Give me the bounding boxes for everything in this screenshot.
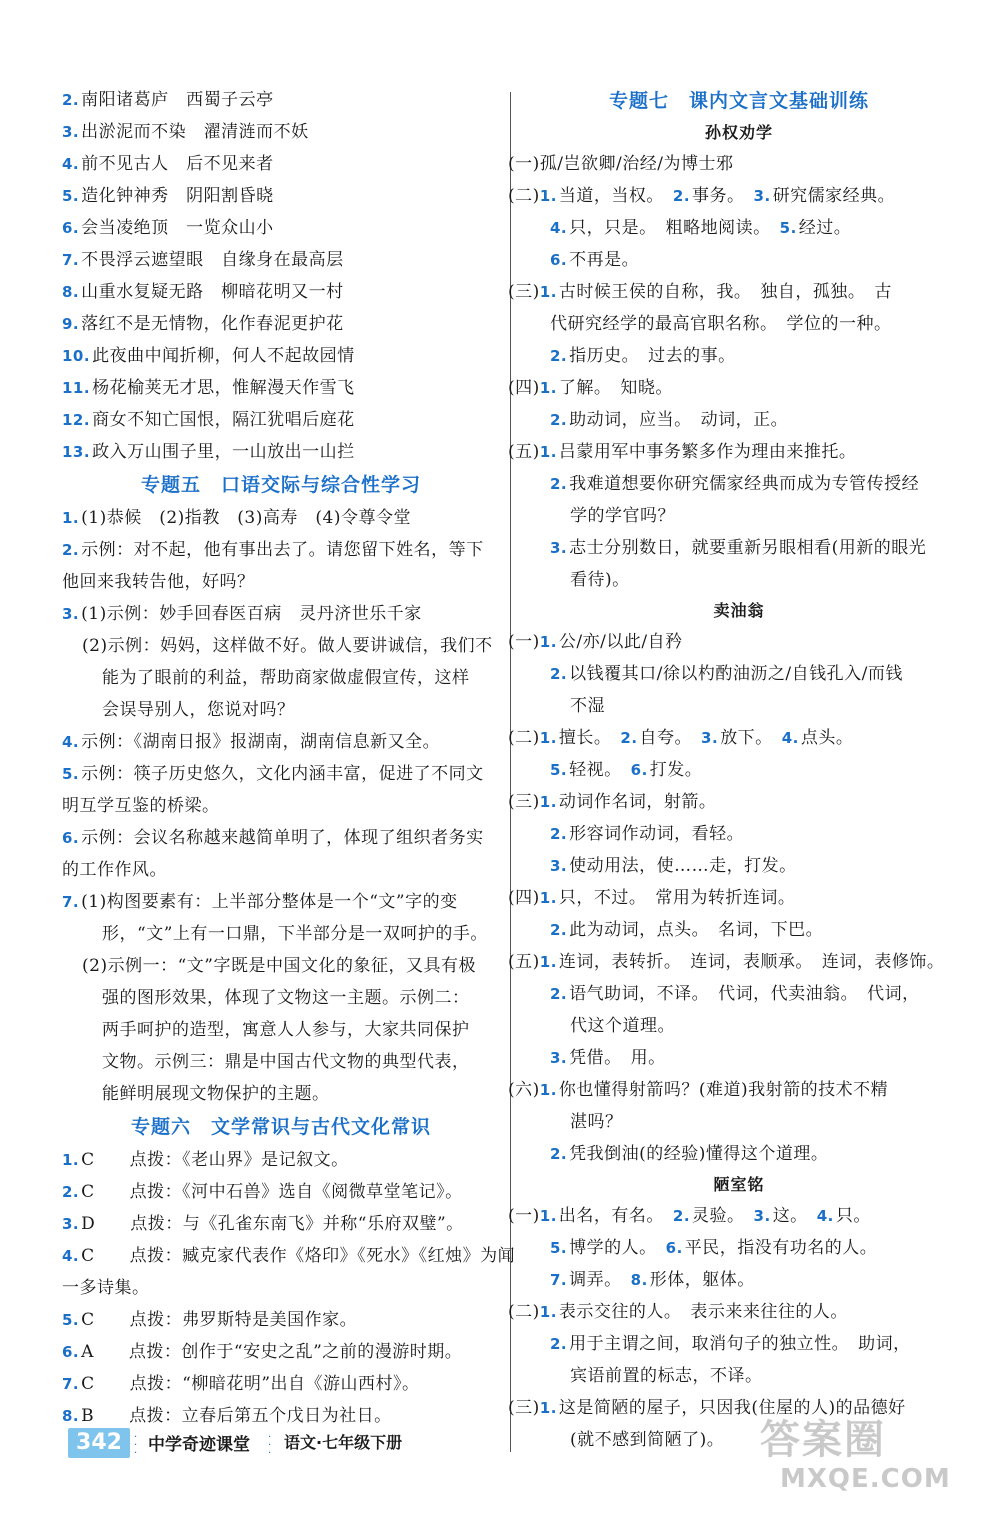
- item-number: 1.: [539, 793, 557, 811]
- item-text: 此为动词，点头。 名词，下巴。: [569, 920, 824, 940]
- item-text: 代研究经学的最高官职名称。 学位的一种。: [550, 314, 892, 334]
- footer-dots-icon: · · ·: [134, 1432, 138, 1459]
- item-text: C 点拨：《河中石兽》选自《阅微草堂笔记》。: [81, 1182, 463, 1202]
- item-number: 8.: [630, 1271, 648, 1289]
- item-text: 我难道想要你研究儒家经典而成为专管传授经: [569, 474, 920, 494]
- answer-line: [508, 882, 970, 914]
- answer-line: [508, 690, 970, 722]
- answer-item: [62, 404, 500, 436]
- item-text: (五): [508, 442, 540, 462]
- item-number: 4.: [62, 733, 80, 751]
- answer-line: [508, 978, 970, 1010]
- item-number: 12.: [62, 411, 91, 429]
- item-number: 1.: [539, 1399, 557, 1417]
- answer-item: [62, 84, 500, 116]
- item-text: 落红不是无情物，化作春泥更护花: [81, 314, 344, 334]
- answer-line: [508, 626, 970, 658]
- item-text: 文物。示例三：鼎是中国古代文物的典型代表，: [102, 1052, 470, 1072]
- page-number: 342: [68, 1428, 130, 1458]
- item-text: C 点拨：弗罗斯特是美国作家。: [81, 1310, 358, 1330]
- item-text: 用于主谓之间，取消句子的独立性。 助词，: [569, 1334, 911, 1354]
- item-text: (就不感到简陋了)。: [570, 1430, 725, 1450]
- answer-line: [508, 1200, 970, 1232]
- answer-item: [62, 180, 500, 212]
- item-number: 1.: [539, 1081, 557, 1099]
- item-number: 2.: [550, 1145, 568, 1163]
- answer-continuation: [62, 854, 500, 886]
- answer-item: [62, 598, 500, 630]
- answer-item: [62, 1208, 500, 1240]
- answer-item: [62, 1240, 516, 1272]
- answer-line: [508, 1010, 970, 1042]
- item-text: 古时候王侯的自称，我。 独自，孤独。 古: [558, 282, 892, 302]
- item-number: 4.: [62, 1247, 80, 1265]
- answer-line: [508, 1042, 970, 1074]
- item-number: 2.: [550, 411, 568, 429]
- section-title: 专题五 口语交际与综合性学习: [140, 474, 421, 496]
- answer-continuation: [62, 790, 500, 822]
- item-number: 3.: [550, 857, 568, 875]
- answer-continuation: [62, 566, 500, 598]
- item-number: 1.: [539, 1303, 557, 1321]
- item-text: 事务。: [692, 186, 754, 206]
- item-text: 以钱覆其口/徐以杓酌油沥之/自钱孔入/而钱: [569, 664, 903, 684]
- answer-line: [508, 1138, 970, 1170]
- item-number: 7.: [550, 1271, 568, 1289]
- item-text: (2)示例：妈妈，这样做不好。做人要讲诚信，我们不: [82, 636, 493, 656]
- item-text: 只，不过。 常用为转折连词。: [558, 888, 796, 908]
- item-text: D 点拨：与《孔雀东南飞》并称“乐府双璧”。: [81, 1214, 464, 1234]
- item-number: 1.: [539, 443, 557, 461]
- book-subject: 语文·七年级下册: [284, 1433, 403, 1452]
- item-number: 5.: [62, 187, 80, 205]
- item-number: 1.: [539, 283, 557, 301]
- item-text: 形，“文”上有一口鼎，下半部分是一双呵护的手。: [102, 924, 488, 944]
- answer-line: [508, 1296, 970, 1328]
- item-number: 2.: [550, 1335, 568, 1353]
- item-text: 示例：对不起，他有事出去了。请您留下姓名，等下: [81, 540, 484, 560]
- item-text: 他回来我转告他，好吗？: [62, 572, 255, 592]
- item-number: 5.: [550, 1239, 568, 1257]
- item-number: 3.: [62, 123, 80, 141]
- answer-line: [508, 1074, 970, 1106]
- item-text: 湛吗？: [570, 1112, 623, 1132]
- item-text: 连词，表转折。 连词，表顺承。 连词，表修饰。: [558, 952, 945, 972]
- item-text: 放下。: [720, 728, 782, 748]
- answer-line: [508, 1106, 970, 1138]
- section-title: 专题七 课内文言文基础训练: [608, 90, 869, 112]
- item-text: 自夸。: [639, 728, 702, 748]
- answer-continuation: [62, 1014, 500, 1046]
- item-text: 会误导别人，您说对吗？: [102, 700, 295, 720]
- answer-item: [62, 116, 500, 148]
- answer-continuation: [62, 662, 500, 694]
- item-number: 5.: [62, 765, 80, 783]
- item-number: 2.: [672, 1207, 691, 1225]
- item-text: B 点拨：立春后第五个戊日为社日。: [81, 1406, 392, 1426]
- item-text: (二): [508, 186, 540, 206]
- item-text: (1)恭候 (2)指教 (3)高寿 (4)令尊令堂: [81, 508, 411, 528]
- item-text: 造化钟神秀 阴阳割昏晓: [81, 186, 274, 206]
- answer-item: [62, 148, 500, 180]
- item-number: 1.: [539, 953, 557, 971]
- item-text: (二): [508, 728, 540, 748]
- item-text: 看待)。: [570, 570, 630, 590]
- lesson-title: 陋室铭: [713, 1175, 765, 1194]
- answer-line: [508, 532, 970, 564]
- item-number: 5.: [550, 761, 568, 779]
- answer-item: [62, 758, 500, 790]
- item-text: 南阳诸葛庐 西蜀子云亭: [81, 90, 274, 110]
- item-text: 形体，躯体。: [649, 1270, 755, 1290]
- answer-line: [508, 372, 970, 404]
- item-text: 学的学官吗？: [570, 506, 675, 526]
- item-text: 志士分别数日，就要重新另眼相看(用新的眼光: [569, 538, 927, 558]
- answer-line: [508, 468, 970, 500]
- answer-line: [508, 308, 970, 340]
- item-number: 2.: [672, 187, 691, 205]
- item-text: C 点拨：“柳暗花明”出自《游山西村》。: [81, 1374, 420, 1394]
- item-text: 语气助词，不译。 代词，代卖油翁。 代词，: [569, 984, 920, 1004]
- item-text: 此夜曲中闻折柳，何人不起故园情: [92, 346, 355, 366]
- answer-continuation: [62, 630, 500, 662]
- item-text: 公/亦/以此/自矜: [558, 632, 683, 652]
- answer-line: [508, 276, 970, 308]
- item-number: 2.: [550, 665, 568, 683]
- watermark: [760, 1408, 990, 1508]
- item-number: 8.: [62, 283, 80, 301]
- item-text: 经过。: [798, 218, 852, 238]
- item-number: 7.: [62, 251, 80, 269]
- item-number: 1.: [539, 1207, 557, 1225]
- answer-continuation: [62, 950, 500, 982]
- item-text: 当道，当权。: [558, 186, 673, 206]
- right-column: [508, 84, 970, 1456]
- answer-item: [62, 436, 500, 468]
- answer-item: [62, 886, 500, 918]
- item-text: (三): [508, 792, 540, 812]
- item-number: 3.: [550, 539, 568, 557]
- item-number: 3.: [62, 605, 80, 623]
- item-number: 3.: [753, 187, 771, 205]
- item-text: 调弄。: [569, 1270, 631, 1290]
- footer-dots-icon: · · ·: [268, 1432, 272, 1459]
- item-number: 1.: [539, 379, 557, 397]
- answer-line: [508, 148, 970, 180]
- item-number: 10.: [62, 347, 91, 365]
- item-number: 6.: [62, 829, 80, 847]
- item-number: 5.: [779, 219, 797, 237]
- answer-item: [62, 276, 500, 308]
- item-text: (六): [508, 1080, 540, 1100]
- item-text: 一多诗集。: [62, 1278, 150, 1298]
- item-text: 两手呵护的造型，寓意人人参与，大家共同保护: [102, 1020, 470, 1040]
- item-text: 杨花榆荚无才思，惟解漫天作雪飞: [92, 378, 355, 398]
- item-text: 代这个道理。: [570, 1016, 675, 1036]
- item-text: (四): [508, 378, 540, 398]
- item-text: (一)孤/岂欲卿/治经/为博士邪: [508, 154, 734, 174]
- answer-continuation: [62, 1272, 500, 1304]
- item-text: 轻视。: [569, 760, 631, 780]
- answer-continuation: [62, 694, 500, 726]
- item-number: 11.: [62, 379, 91, 397]
- item-text: 示例：会议名称越来越简单明了，体现了组织者务实: [81, 828, 484, 848]
- item-number: 6.: [550, 251, 568, 269]
- item-text: 宾语前置的标志，不译。: [570, 1366, 763, 1386]
- item-text: 灵验。: [692, 1206, 754, 1226]
- item-text: (1)示例：妙手回春医百病 灵丹济世乐千家: [81, 604, 422, 624]
- item-text: 点头。: [800, 728, 854, 748]
- watermark-logo: 答案圈: [760, 1417, 886, 1463]
- item-number: 3.: [701, 729, 719, 747]
- item-number: 7.: [62, 1375, 80, 1393]
- watermark-url: MXQE.COM: [780, 1464, 951, 1494]
- item-number: 2.: [62, 541, 80, 559]
- item-number: 2.: [620, 729, 638, 747]
- answer-item: [62, 212, 500, 244]
- item-text: 凭借。 用。: [569, 1048, 666, 1068]
- item-number: 4.: [816, 1207, 834, 1225]
- item-text: 只。: [835, 1206, 871, 1226]
- book-brand: 中学奇迹课堂: [148, 1435, 250, 1455]
- answer-item: [62, 1368, 500, 1400]
- item-text: 的工作作风。: [62, 860, 167, 880]
- item-text: (四): [508, 888, 540, 908]
- item-text: 平民，指没有功名的人。: [684, 1238, 878, 1258]
- item-text: 能鲜明展现文物保护的主题。: [102, 1084, 330, 1104]
- item-number: 2.: [550, 825, 568, 843]
- answer-line: [508, 786, 970, 818]
- item-text: 不湿: [570, 696, 605, 716]
- item-text: 商女不知亡国恨，隔江犹唱后庭花: [92, 410, 355, 430]
- lesson-title: 孙权劝学: [704, 123, 773, 142]
- item-number: 2.: [62, 1183, 80, 1201]
- item-text: 只，只是。 粗略地阅读。: [569, 218, 780, 238]
- item-text: 出淤泥而不染 濯清涟而不妖: [81, 122, 309, 142]
- item-number: 1.: [539, 187, 557, 205]
- item-text: 表示交往的人。 表示来来往往的人。: [558, 1302, 848, 1322]
- lesson-title: 卖油翁: [713, 601, 765, 620]
- answer-item: [62, 1144, 500, 1176]
- item-number: 1.: [539, 889, 557, 907]
- item-number: 1.: [539, 633, 557, 651]
- answer-item: [62, 1176, 500, 1208]
- item-text: 前不见古人 后不见来者: [81, 154, 274, 174]
- answer-line: [508, 212, 970, 244]
- answer-line: [508, 946, 970, 978]
- item-text: 打发。: [649, 760, 703, 780]
- answer-item: [62, 502, 500, 534]
- item-text: C 点拨：臧克家代表作《烙印》《死水》《红烛》为闻: [81, 1246, 516, 1266]
- answer-continuation: [62, 1078, 500, 1110]
- item-text: 明互学互鉴的桥梁。: [62, 796, 220, 816]
- item-number: 4.: [550, 219, 568, 237]
- answer-line: [508, 244, 970, 276]
- answer-line: [508, 500, 970, 532]
- item-text: (一): [508, 632, 540, 652]
- item-number: 6.: [665, 1239, 683, 1257]
- answer-item: [62, 372, 500, 404]
- item-number: 2.: [550, 475, 568, 493]
- answer-line: [508, 1328, 970, 1360]
- item-number: 3.: [62, 1215, 80, 1233]
- item-text: 动词作名词，射箭。: [558, 792, 717, 812]
- item-text: 指历史。 过去的事。: [569, 346, 736, 366]
- answer-continuation: [62, 1046, 500, 1078]
- item-text: 博学的人。: [569, 1238, 666, 1258]
- item-text: (二): [508, 1302, 540, 1322]
- answer-continuation: [62, 982, 500, 1014]
- item-number: 13.: [62, 443, 91, 461]
- item-number: 1.: [62, 1151, 80, 1169]
- item-number: 4.: [62, 155, 80, 173]
- item-number: 3.: [550, 1049, 568, 1067]
- item-number: 1.: [539, 729, 557, 747]
- answer-item: [62, 726, 500, 758]
- item-number: 1.: [62, 509, 80, 527]
- answer-item: [62, 340, 500, 372]
- answer-item: [62, 308, 500, 340]
- item-text: 山重水复疑无路 柳暗花明又一村: [81, 282, 344, 302]
- item-text: (五): [508, 952, 540, 972]
- item-number: 7.: [62, 893, 80, 911]
- item-text: 不再是。: [569, 250, 640, 270]
- answer-item: [62, 1336, 500, 1368]
- item-number: 5.: [62, 1311, 80, 1329]
- item-text: 了解。 知晓。: [558, 378, 673, 398]
- left-column: [62, 84, 516, 1432]
- item-text: 示例：筷子历史悠久，文化内涵丰富，促进了不同文: [81, 764, 484, 784]
- item-number: 2.: [62, 91, 80, 109]
- item-text: (2)示例一：“文”字既是中国文化的象征，又具有极: [82, 956, 476, 976]
- item-text: 示例：《湖南日报》报湖南，湖南信息新又全。: [81, 732, 441, 752]
- answer-line: [508, 914, 970, 946]
- answer-line: [508, 340, 970, 372]
- item-text: 强的图形效果，体现了文物这一主题。示例二：: [102, 988, 470, 1008]
- item-number: 6.: [630, 761, 648, 779]
- item-text: 你也懂得射箭吗？(难道)我射箭的技术不精: [558, 1080, 889, 1100]
- answer-line: [508, 564, 970, 596]
- item-text: 能为了眼前的利益，帮助商家做虚假宣传，这样: [102, 668, 470, 688]
- item-text: (三): [508, 282, 540, 302]
- answer-line: [508, 436, 970, 468]
- answer-line: [508, 180, 970, 212]
- item-text: (一): [508, 1206, 540, 1226]
- item-text: 形容词作动词，看轻。: [569, 824, 745, 844]
- answer-line: [508, 818, 970, 850]
- answer-item: [62, 534, 500, 566]
- item-text: 研究儒家经典。: [772, 186, 896, 206]
- item-text: 凭我倒油(的经验)懂得这个道理。: [569, 1144, 829, 1164]
- item-text: 会当凌绝顶 一览众山小: [81, 218, 274, 238]
- answer-line: [508, 722, 970, 754]
- answer-item: [62, 244, 500, 276]
- answer-line: [508, 1232, 970, 1264]
- item-text: (三): [508, 1398, 540, 1418]
- item-number: 9.: [62, 315, 80, 333]
- item-text: 这是简陋的屋子，只因我(住屋的人)的品德好: [558, 1398, 906, 1418]
- item-number: 2.: [550, 985, 568, 1003]
- item-text: 擅长。: [558, 728, 621, 748]
- answer-line: [508, 754, 970, 786]
- item-text: 使动用法，使……走，打发。: [569, 856, 797, 876]
- item-number: 4.: [781, 729, 799, 747]
- answer-line: [508, 850, 970, 882]
- answer-item: [62, 1304, 500, 1336]
- item-text: 政入万山围子里，一山放出一山拦: [92, 442, 355, 462]
- item-number: 2.: [550, 347, 568, 365]
- answer-item: [62, 822, 500, 854]
- answer-line: [508, 404, 970, 436]
- page-footer: [68, 1424, 508, 1464]
- item-text: 这。: [772, 1206, 817, 1226]
- section-title: 专题六 文学常识与古代文化常识: [130, 1116, 431, 1138]
- item-number: 8.: [62, 1407, 80, 1425]
- item-text: 吕蒙用军中事务繁多作为理由来推托。: [558, 442, 857, 462]
- item-text: A 点拨：创作于“安史之乱”之前的漫游时期。: [81, 1342, 463, 1362]
- item-text: 助动词，应当。 动词，正。: [569, 410, 789, 430]
- answer-line: [508, 1360, 970, 1392]
- answer-continuation: [62, 918, 500, 950]
- answer-line: [508, 658, 970, 690]
- item-text: 不畏浮云遮望眼 自缘身在最高层: [81, 250, 344, 270]
- item-number: 6.: [62, 1343, 80, 1361]
- item-text: 出名，有名。: [558, 1206, 673, 1226]
- item-number: 6.: [62, 219, 80, 237]
- answer-line: [508, 1264, 970, 1296]
- item-number: 2.: [550, 921, 568, 939]
- item-number: 3.: [753, 1207, 771, 1225]
- item-text: C 点拨：《老山界》是记叙文。: [81, 1150, 349, 1170]
- item-text: (1)构图要素有：上半部分整体是一个“文”字的变: [81, 892, 458, 912]
